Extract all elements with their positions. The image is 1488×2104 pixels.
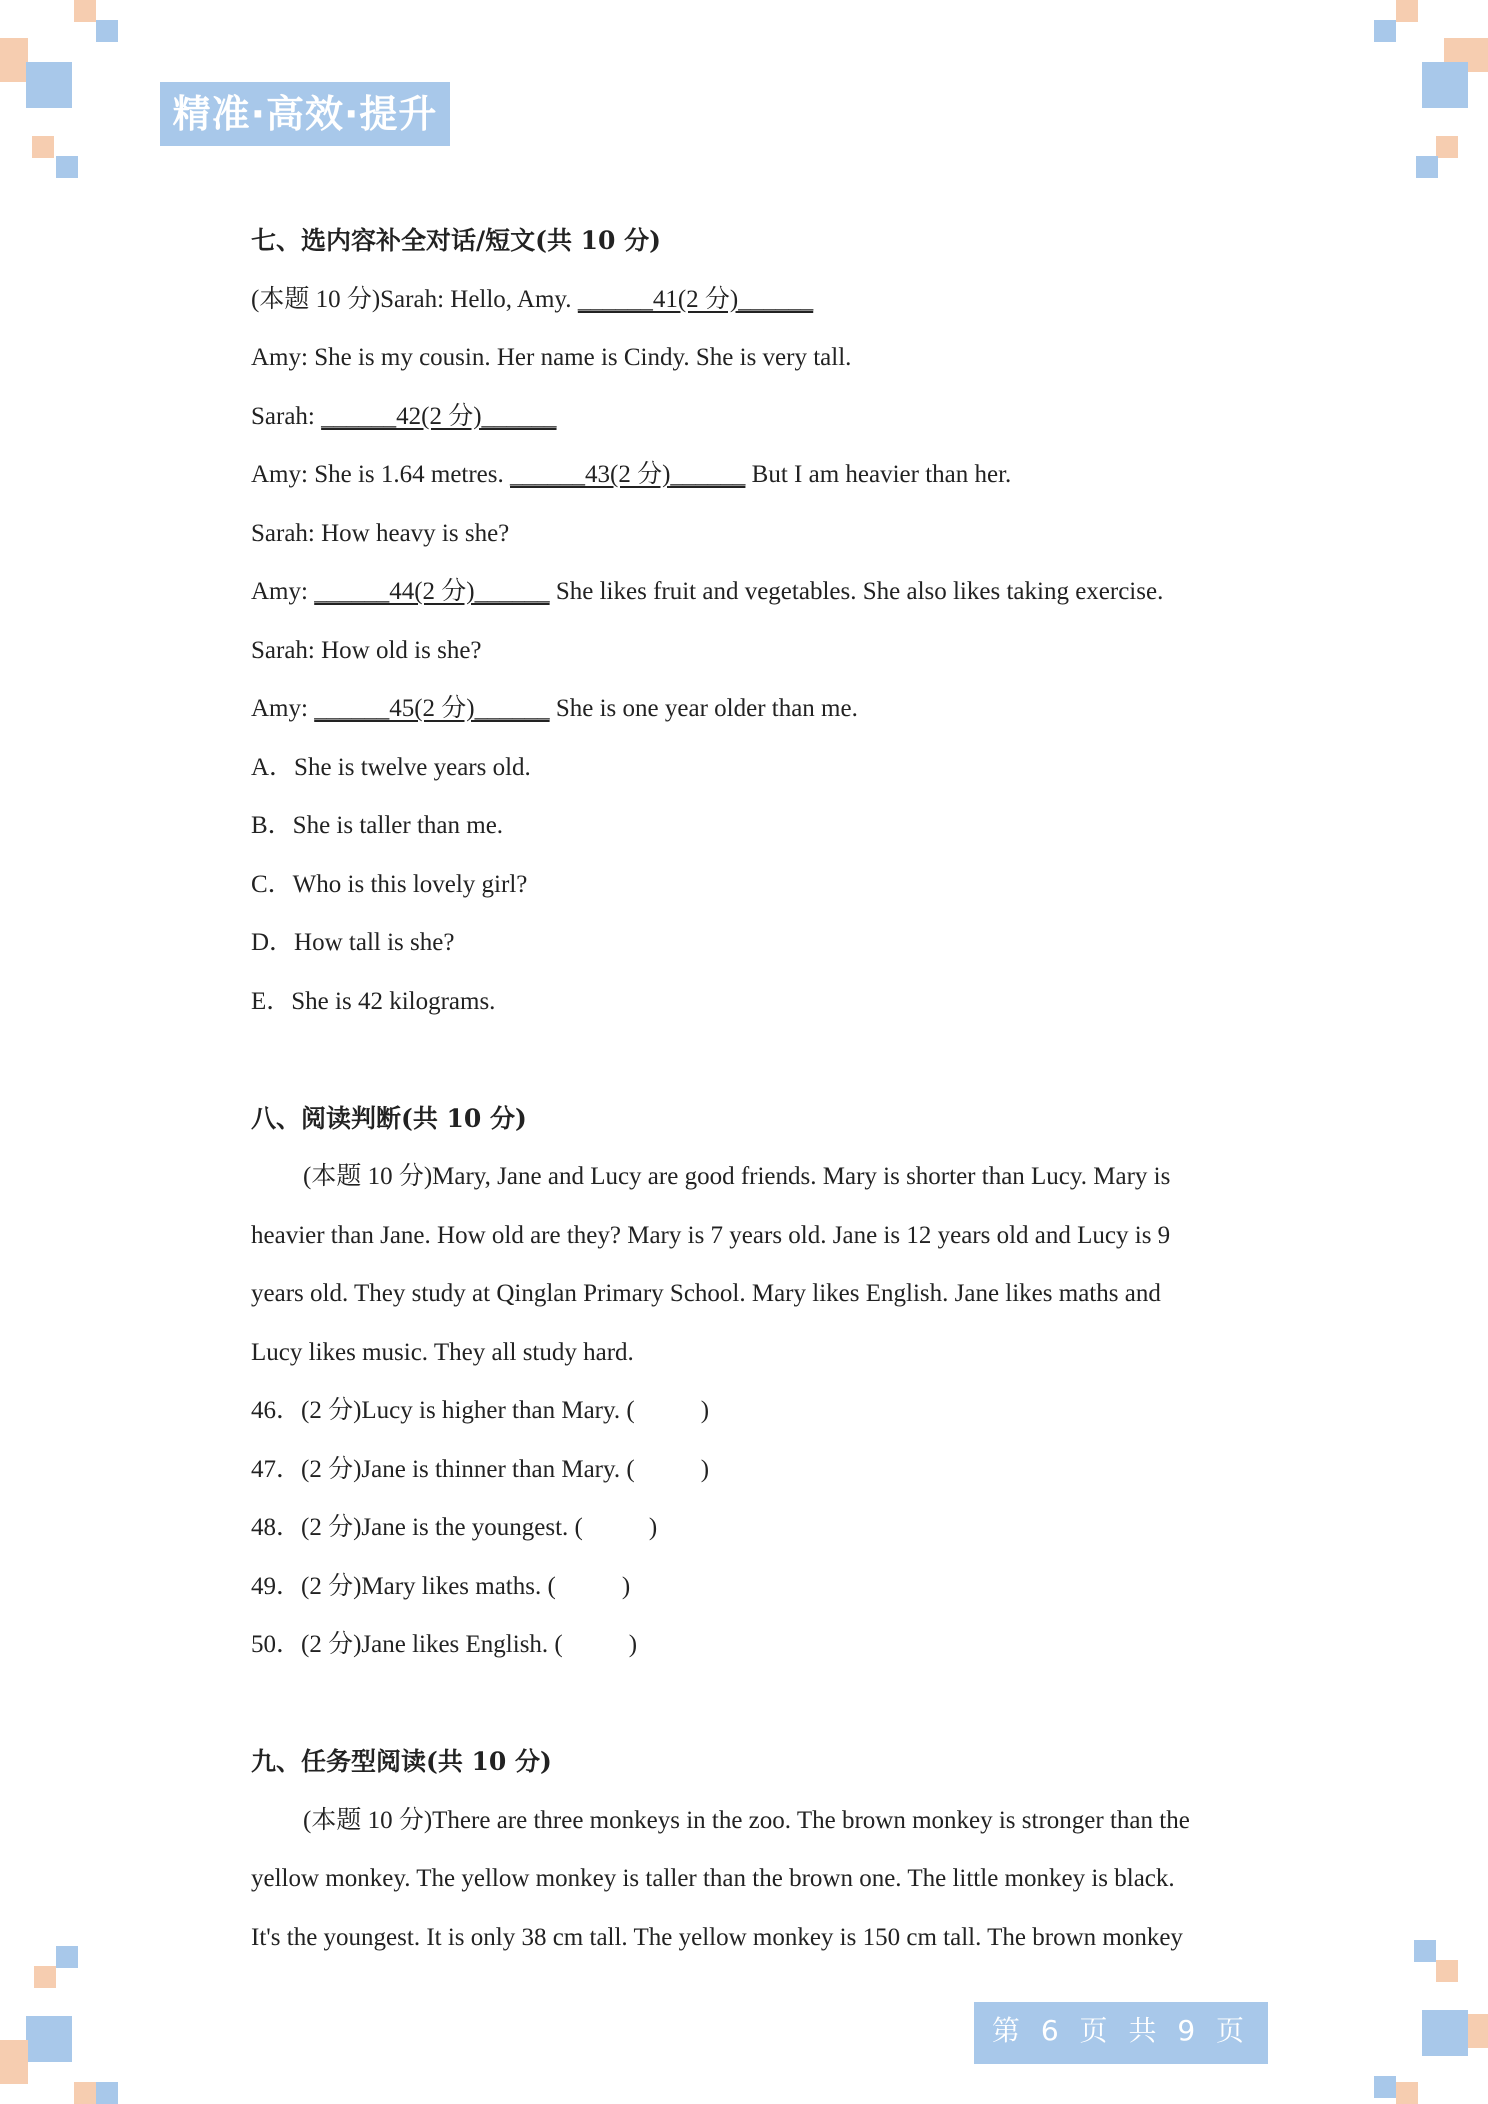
passage-line: yellow monkey. The yellow monkey is taller than the brown one. The little monkey is black. <box>251 1865 1175 1892</box>
close-paren: ) <box>648 1514 658 1541</box>
passage-line: It's the youngest. It is only 38 cm tall. The yellow monkey is 150 cm tall. The brown monkey <box>251 1923 1183 1951</box>
dialogue-line <box>251 388 1251 447</box>
decor-square <box>32 136 54 158</box>
close-paren: ) <box>628 1631 638 1658</box>
passage-line: years old. They study at Qinglan Primary School. Mary likes English. Jane likes maths and <box>251 1280 1161 1307</box>
section-heading-9: 九、任务型阅读(共 10 分) <box>251 1747 552 1776</box>
dialogue-text: Sarah: How old is she? <box>251 636 482 664</box>
decor-square <box>26 2016 72 2062</box>
decor-square <box>1416 156 1438 178</box>
answer-blank-41[interactable]: ______41(2 分)______ <box>577 285 814 313</box>
option-c: C．Who is this lovely girl? <box>251 870 528 898</box>
question-text: 49．(2 分)Mary likes maths. ( <box>251 1572 556 1600</box>
section-spacer <box>251 1031 1251 1090</box>
question-text: 50．(2 分)Jane likes English. ( <box>251 1631 563 1658</box>
dialogue-text: (本题 10 分)Sarah: Hello, Amy. <box>251 285 578 313</box>
dialogue-text: Sarah: <box>251 402 322 430</box>
brand-banner: 精准·高效·提升 <box>160 82 450 146</box>
decor-square <box>1422 2010 1468 2056</box>
answer-blank-44[interactable]: ______44(2 分)______ <box>314 578 550 605</box>
dialogue-text: But I am heavier than her. <box>745 461 1012 488</box>
option-a: A．She is twelve years old. <box>251 753 531 781</box>
decor-square <box>34 1966 56 1988</box>
dialogue-text: She likes fruit and vegetables. She also likes taking exercise. <box>549 578 1164 605</box>
judgement-question-49 <box>251 1558 1251 1617</box>
passage-line: Lucy likes music. They all study hard. <box>251 1338 634 1366</box>
dialogue-line <box>251 622 1251 681</box>
option-e: E．She is 42 kilograms. <box>251 987 496 1015</box>
dialogue-line <box>251 563 1251 622</box>
decor-square <box>56 1946 78 1968</box>
decor-square <box>96 20 118 42</box>
judgement-question-48 <box>251 1499 1251 1558</box>
dialogue-line <box>251 271 1251 330</box>
close-paren: ) <box>700 1455 710 1483</box>
page-number: 第 6 页 共 9 页 <box>974 2002 1268 2064</box>
question-text: 47．(2 分)Jane is thinner than Mary. ( <box>251 1455 635 1483</box>
close-paren: ) <box>621 1572 631 1600</box>
close-paren: ) <box>700 1397 710 1424</box>
judgement-question-50 <box>251 1616 1251 1675</box>
decor-square <box>1436 1960 1458 1982</box>
option-d: D．How tall is she? <box>251 929 455 956</box>
decor-square <box>1396 0 1418 22</box>
decor-square <box>74 0 96 22</box>
option-b: B．She is taller than me. <box>251 812 504 839</box>
answer-blank-42[interactable]: ______42(2 分)______ <box>321 402 557 430</box>
section-spacer <box>251 1675 1251 1734</box>
decor-square <box>56 156 78 178</box>
answer-blank-43[interactable]: ______43(2 分)______ <box>510 461 746 488</box>
section-heading-8: 八、阅读判断(共 10 分) <box>251 1103 527 1133</box>
decor-square <box>96 2082 118 2104</box>
decor-square <box>1414 1940 1436 1962</box>
judgement-question-47 <box>251 1441 1251 1500</box>
dialogue-text: Sarah: How heavy is she? <box>251 519 510 547</box>
dialogue-line <box>251 329 1251 388</box>
decor-square <box>74 2082 96 2104</box>
document-body <box>251 212 1251 1967</box>
passage-line: (本题 10 分)There are three monkeys in the zoo. The brown monkey is stronger than the <box>303 1806 1190 1834</box>
section-heading-7: 七、选内容补全对话/短文(共 10 分) <box>251 226 661 255</box>
decor-square <box>26 62 72 108</box>
dialogue-line <box>251 680 1251 739</box>
question-text: 48．(2 分)Jane is the youngest. ( <box>251 1514 583 1541</box>
dialogue-line <box>251 446 1251 505</box>
decor-square <box>1374 20 1396 42</box>
decor-square <box>1436 136 1458 158</box>
dialogue-text: Amy: <box>251 695 315 722</box>
dialogue-text: Amy: She is my cousin. Her name is Cindy. She is very tall. <box>251 344 852 371</box>
decor-square <box>1396 2082 1418 2104</box>
answer-blank-45[interactable]: ______45(2 分)______ <box>314 695 550 722</box>
decor-square <box>1374 2076 1396 2098</box>
dialogue-text: Amy: She is 1.64 metres. <box>251 461 511 488</box>
decor-square <box>0 38 28 82</box>
question-text: 46．(2 分)Lucy is higher than Mary. ( <box>251 1397 635 1424</box>
passage-line: heavier than Jane. How old are they? Mary is 7 years old. Jane is 12 years old and Lucy is 9 <box>251 1221 1171 1249</box>
decor-square <box>0 2040 28 2084</box>
dialogue-text: She is one year older than me. <box>549 695 858 722</box>
dialogue-line <box>251 505 1251 564</box>
passage-line: (本题 10 分)Mary, Jane and Lucy are good friends. Mary is shorter than Lucy. Mary is <box>303 1163 1171 1190</box>
judgement-question-46 <box>251 1382 1251 1441</box>
dialogue-text: Amy: <box>251 578 315 605</box>
decor-square <box>1422 62 1468 108</box>
